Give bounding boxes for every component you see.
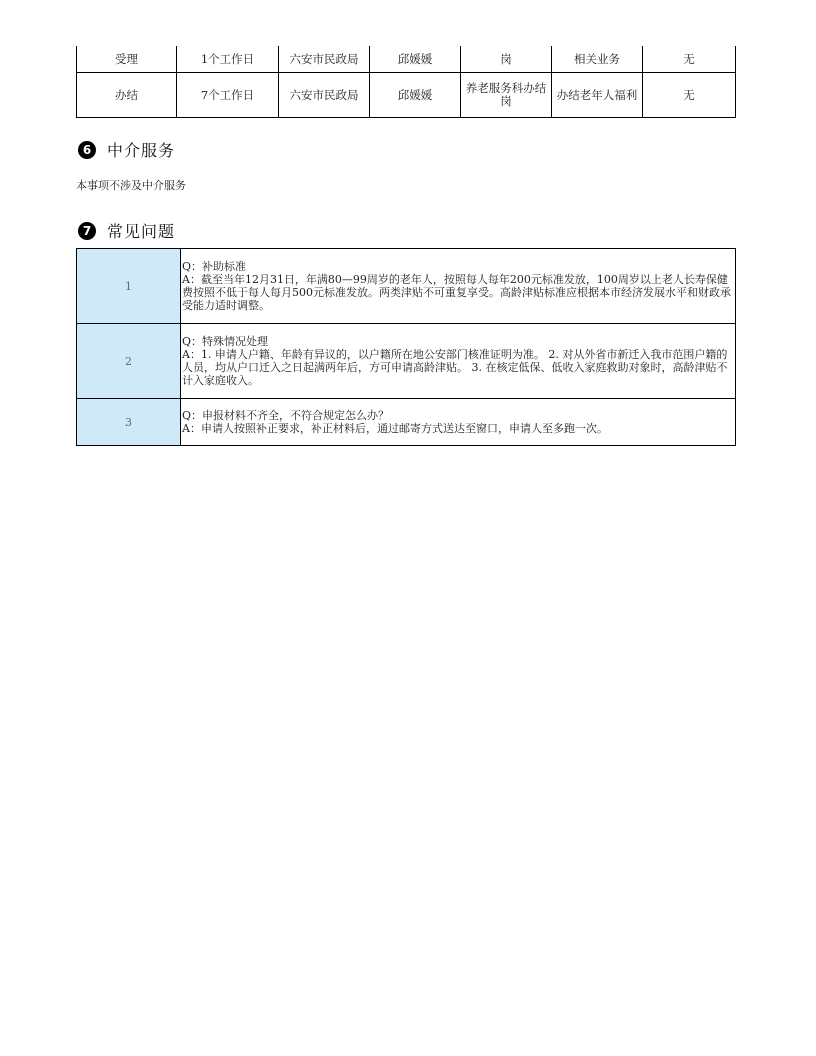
agency-cell: 六安市民政局 xyxy=(279,73,370,118)
table-row xyxy=(77,73,736,118)
faq-row xyxy=(77,324,736,399)
section-title: 常见问题 xyxy=(107,222,176,241)
faq-answer: A：申请人按照补正要求，补正材料后，通过邮寄方式送达至窗口，申请人至多跑一次。 xyxy=(182,421,608,435)
faq-answer: A：截至当年12月31日，年满80—99周岁的老年人，按照每人每年200元标准发放，100周岁以上老人长寿保健费按照不低于每人每月500元标准发放。两类津贴不可重复享受。高龄津贴标准应根据本市经济发展水平和财政承受能力适时调整。 xyxy=(182,272,731,312)
post-cell: 岗 xyxy=(461,46,552,73)
fee-cell: 无 xyxy=(643,46,736,73)
process-table xyxy=(76,46,736,118)
fee-cell: 无 xyxy=(643,73,736,118)
time-cell: 1个工作日 xyxy=(177,46,279,73)
faq-row xyxy=(77,399,736,446)
number-badge-icon: 7 xyxy=(78,222,96,240)
number-badge-icon: 6 xyxy=(78,141,96,159)
faq-table xyxy=(76,248,736,446)
faq-question: Q：申报材料不齐全，不符合规定怎么办？ xyxy=(182,408,390,422)
person-cell: 邱媛媛 xyxy=(370,46,461,73)
table-row xyxy=(77,46,736,73)
faq-content xyxy=(181,399,736,446)
faq-question: Q：特殊情况处理 xyxy=(182,334,269,348)
time-cell: 7个工作日 xyxy=(177,73,279,118)
section-title: 中介服务 xyxy=(107,141,176,160)
section-heading-faq xyxy=(78,219,175,242)
stage-cell: 受理 xyxy=(77,46,177,73)
intermediary-statement: 本事项不涉及中介服务 xyxy=(76,179,186,192)
post-cell: 养老服务科办结岗 xyxy=(461,73,552,118)
person-cell: 邱媛媛 xyxy=(370,73,461,118)
section-heading-intermediary xyxy=(78,138,175,161)
faq-question: Q：补助标准 xyxy=(182,259,247,273)
faq-answer: A：1. 申请人户籍、年龄有异议的，以户籍所在地公安部门核准证明为准。 2. 对从外省市新迁入我市范围户籍的人员，均从户口迁入之日起满两年后，方可申请高龄津贴。 3. 在核定低保、低收入家庭救助对象时，高龄津贴不计入家庭收入。 xyxy=(182,347,728,387)
faq-content xyxy=(181,324,736,399)
agency-cell: 六安市民政局 xyxy=(279,46,370,73)
faq-index: 2 xyxy=(77,324,181,399)
faq-row xyxy=(77,249,736,324)
content-cell: 相关业务 xyxy=(552,46,643,73)
faq-content xyxy=(181,249,736,324)
content-cell: 办结老年人福利 xyxy=(552,73,643,118)
faq-index: 1 xyxy=(77,249,181,324)
stage-cell: 办结 xyxy=(77,73,177,118)
faq-index: 3 xyxy=(77,399,181,446)
